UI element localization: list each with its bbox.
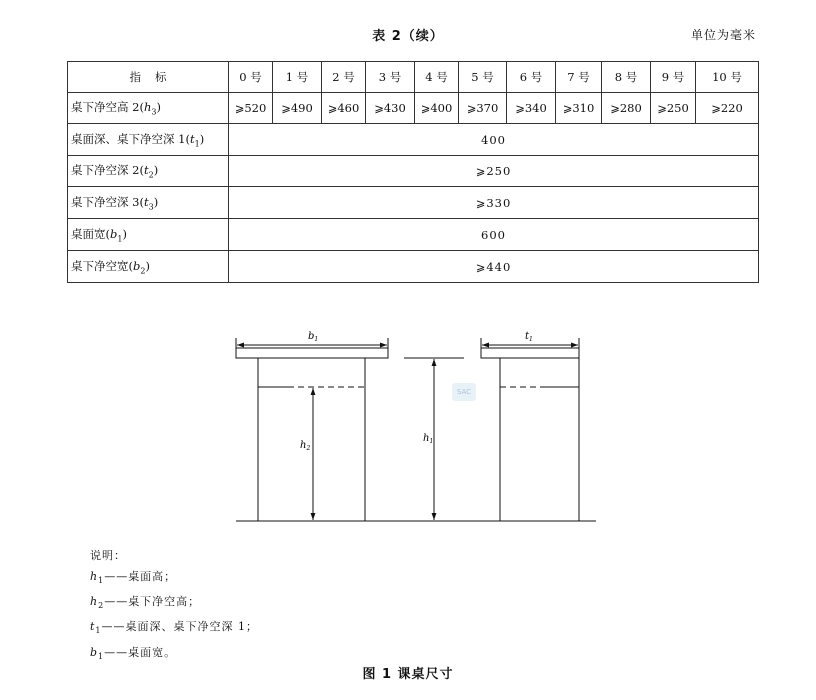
label-h1: $h_1$ [423, 433, 434, 445]
header-size: 0 号 [229, 62, 273, 93]
desk-dimension-figure [0, 320, 816, 540]
table-row [68, 124, 759, 156]
row-label: 桌下净空深 $2(t_2)$ [68, 156, 229, 187]
header-size: 8 号 [602, 62, 651, 93]
table-cell: ⩾430 [366, 93, 415, 124]
label-t1: $t_1$ [525, 331, 533, 343]
header-size: 2 号 [322, 62, 366, 93]
figure-caption: 图 1 课桌尺寸 [362, 667, 454, 682]
row-label: 桌面深、桌下净空深 $1(t_1)$ [68, 124, 229, 156]
table-row [68, 251, 759, 283]
table-row [68, 93, 759, 124]
table-row [68, 219, 759, 251]
table-cell: ⩾440 [229, 251, 759, 283]
table-header-row [68, 62, 759, 93]
legend-title: 说明： [90, 549, 126, 562]
side-desktop [481, 348, 579, 358]
front-desktop [236, 348, 388, 358]
legend [90, 545, 258, 667]
row-label: 桌面宽$(b_1)$ [68, 219, 229, 251]
unit-note: 单位为毫米 [690, 28, 756, 42]
header-size: 10 号 [696, 62, 759, 93]
legend-item: $t_1——$桌面深、桌下净空深 1； [90, 620, 259, 636]
table-cell: 600 [229, 219, 759, 251]
header-size: 9 号 [651, 62, 696, 93]
legend-item: $h_2——$桌下净空高； [90, 595, 201, 611]
table-cell: ⩾490 [273, 93, 322, 124]
legend-item: $b_1——$桌面宽。 [90, 645, 177, 661]
table-cell: 400 [229, 124, 759, 156]
label-b1: $b_1$ [308, 331, 319, 343]
header-size: 7 号 [556, 62, 602, 93]
table-cell: ⩾280 [602, 93, 651, 124]
table-cell: ⩾400 [415, 93, 459, 124]
table-cell: ⩾250 [229, 156, 759, 187]
table-row [68, 187, 759, 219]
table-row [68, 156, 759, 187]
header-indicator: 指标 [68, 62, 229, 93]
watermark-logo: SAC [452, 383, 476, 401]
table-cell: ⩾220 [696, 93, 759, 124]
table-cell: ⩾310 [556, 93, 602, 124]
row-label: 桌下净空深 $3(t_3)$ [68, 187, 229, 219]
table-caption: 表 2（续） [372, 29, 444, 44]
row-label: 桌下净空高 $2(h_3)$ [68, 93, 229, 124]
header-size: 4 号 [415, 62, 459, 93]
row-label: 桌下净空宽$(b_2)$ [68, 251, 229, 283]
label-h2: $h_2$ [300, 440, 311, 452]
header-size: 6 号 [507, 62, 556, 93]
table-cell: ⩾460 [322, 93, 366, 124]
table-cell: ⩾250 [651, 93, 696, 124]
header-size: 1 号 [273, 62, 322, 93]
header-size: 3 号 [366, 62, 415, 93]
legend-item: $h_1——$桌面高； [90, 570, 177, 586]
table-cell: ⩾370 [459, 93, 507, 124]
header-size: 5 号 [459, 62, 507, 93]
table-cell: ⩾520 [229, 93, 273, 124]
table-cell: ⩾340 [507, 93, 556, 124]
spec-table [67, 61, 759, 283]
table-cell: ⩾330 [229, 187, 759, 219]
